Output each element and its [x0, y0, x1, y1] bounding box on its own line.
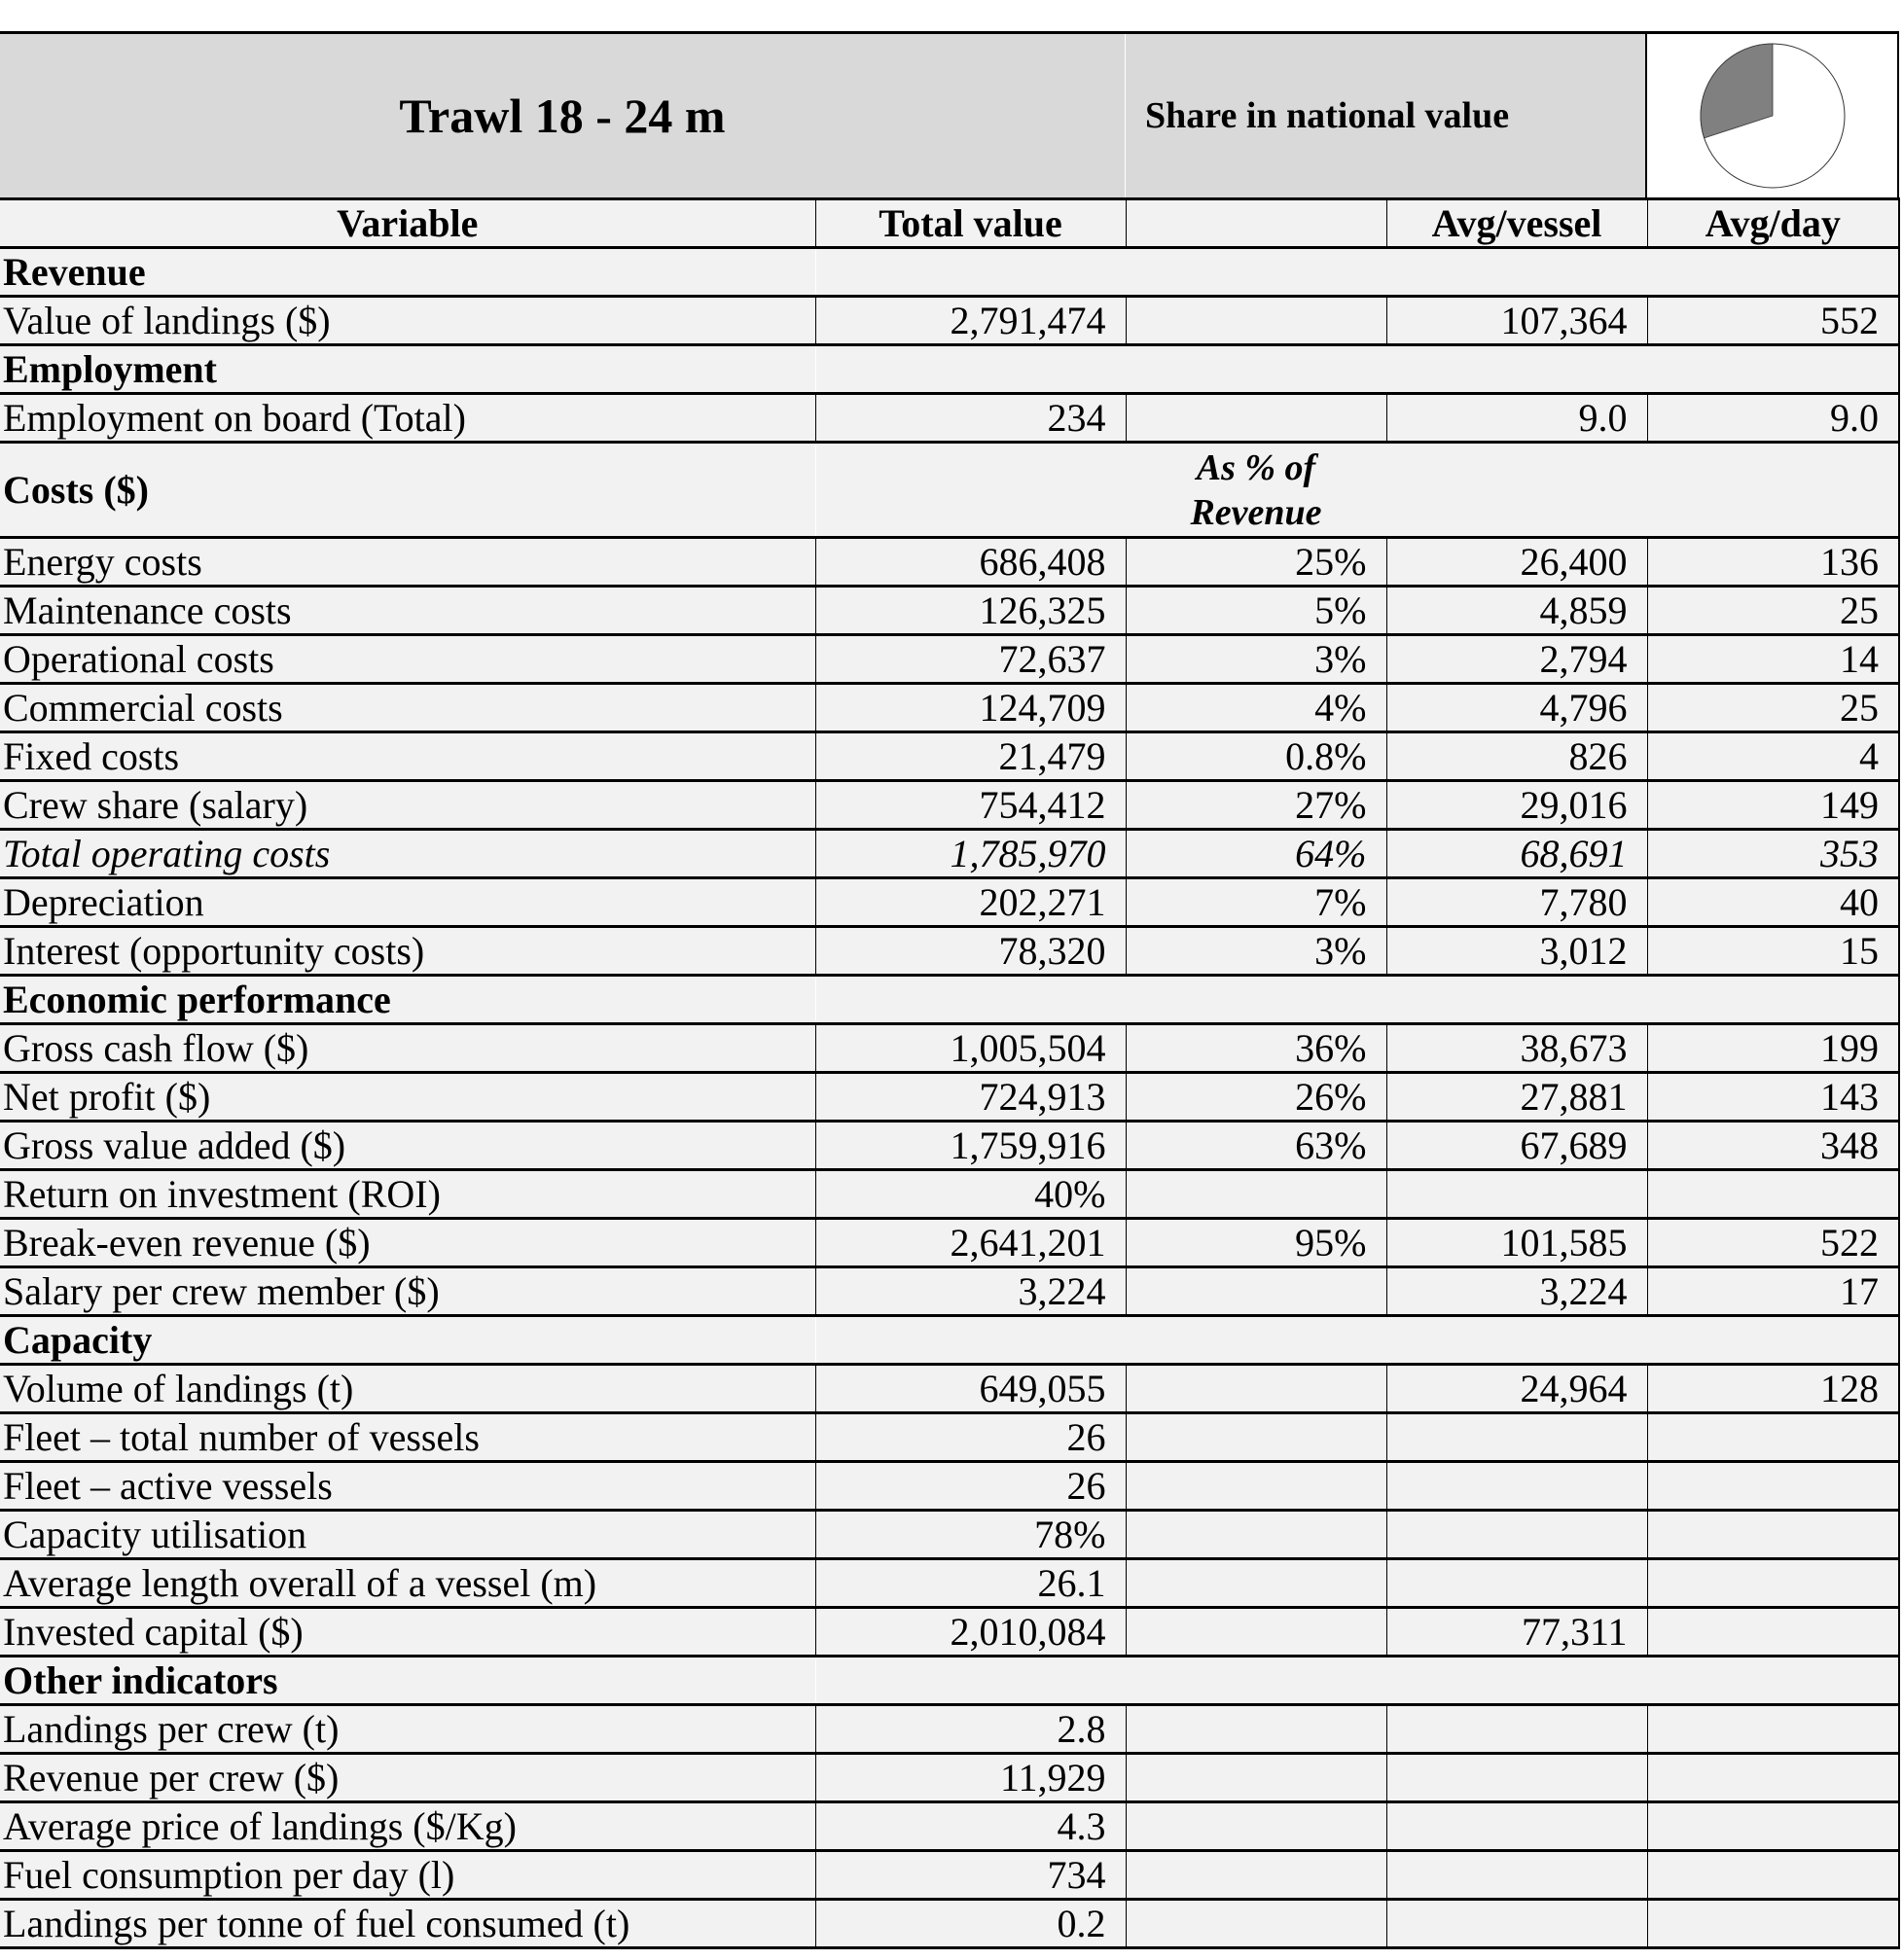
- avg-vessel-cell: 4,859: [1386, 587, 1647, 635]
- table-row-fleet-total: [0, 1413, 1899, 1462]
- avg-day-cell: [1647, 1900, 1899, 1948]
- avg-vessel-cell: [1386, 1462, 1647, 1511]
- economic-indicators-table: [0, 197, 1900, 1949]
- avg-vessel-cell: 29,016: [1386, 781, 1647, 830]
- pct-revenue-cell: [1126, 1365, 1386, 1413]
- pct-revenue-cell: 4%: [1126, 684, 1386, 732]
- pct-revenue-cell: [1126, 1851, 1386, 1900]
- row-label: Employment on board (Total): [0, 394, 815, 443]
- fleet-segment-sheet: [0, 31, 1899, 1949]
- share-label: Share in national value: [1126, 34, 1647, 197]
- blank-cell: [815, 345, 1899, 394]
- section-row-other: [0, 1657, 1899, 1705]
- row-label: Gross cash flow ($): [0, 1024, 815, 1073]
- column-header-blank: [1126, 199, 1386, 248]
- column-header-avg-day: Avg/day: [1647, 199, 1899, 248]
- row-label: Maintenance costs: [0, 587, 815, 635]
- avg-day-cell: [1647, 1511, 1899, 1559]
- row-label: Crew share (salary): [0, 781, 815, 830]
- pct-revenue-cell: 7%: [1126, 878, 1386, 927]
- row-label: Volume of landings (t): [0, 1365, 815, 1413]
- row-label: Total operating costs: [0, 830, 815, 878]
- blank-cell: [815, 248, 1899, 297]
- column-header-total-value: Total value: [815, 199, 1126, 248]
- table-row-fuel-per-day: [0, 1851, 1899, 1900]
- avg-day-cell: 136: [1647, 538, 1899, 587]
- avg-day-cell: [1647, 1705, 1899, 1754]
- avg-day-cell: [1647, 1462, 1899, 1511]
- total-value-cell: 21,479: [815, 732, 1126, 781]
- table-row-operational: [0, 635, 1899, 684]
- avg-vessel-cell: [1386, 1802, 1647, 1851]
- table-row-value-landings: [0, 297, 1899, 345]
- pct-revenue-cell: 27%: [1126, 781, 1386, 830]
- avg-day-cell: 143: [1647, 1073, 1899, 1122]
- pct-revenue-cell: 63%: [1126, 1122, 1386, 1170]
- avg-day-cell: 128: [1647, 1365, 1899, 1413]
- table-header-row: [0, 199, 1899, 248]
- avg-day-cell: [1647, 1802, 1899, 1851]
- avg-day-cell: 40: [1647, 878, 1899, 927]
- row-label: Average price of landings ($/Kg): [0, 1802, 815, 1851]
- row-label: Fuel consumption per day (l): [0, 1851, 815, 1900]
- section-title: Revenue: [0, 248, 815, 297]
- row-label: Return on investment (ROI): [0, 1170, 815, 1219]
- total-value-cell: 0.2: [815, 1900, 1126, 1948]
- total-value-cell: 11,929: [815, 1754, 1126, 1802]
- table-row-gva: [0, 1122, 1899, 1170]
- pct-revenue-cell: [1126, 1170, 1386, 1219]
- avg-vessel-cell: 9.0: [1386, 394, 1647, 443]
- section-title: Employment: [0, 345, 815, 394]
- total-value-cell: 724,913: [815, 1073, 1126, 1122]
- row-label: Average length overall of a vessel (m): [0, 1559, 815, 1608]
- blank-cell: [815, 976, 1899, 1024]
- table-row-break-even: [0, 1219, 1899, 1267]
- total-value-cell: 2,641,201: [815, 1219, 1126, 1267]
- table-row-interest: [0, 927, 1899, 976]
- table-row-net-profit: [0, 1073, 1899, 1122]
- row-label: Fixed costs: [0, 732, 815, 781]
- section-row-costs: [0, 443, 1899, 538]
- pct-revenue-cell: 95%: [1126, 1219, 1386, 1267]
- table-row-fixed: [0, 732, 1899, 781]
- section-row-employment: [0, 345, 1899, 394]
- pct-revenue-cell: [1126, 1608, 1386, 1657]
- total-value-cell: 78,320: [815, 927, 1126, 976]
- as-pct-line2: Revenue: [1190, 491, 1322, 533]
- pct-revenue-cell: [1126, 1705, 1386, 1754]
- pct-revenue-cell: 3%: [1126, 927, 1386, 976]
- avg-day-cell: 15: [1647, 927, 1899, 976]
- table-row-total-operating: [0, 830, 1899, 878]
- total-value-cell: 124,709: [815, 684, 1126, 732]
- row-label: Value of landings ($): [0, 297, 815, 345]
- avg-vessel-cell: 67,689: [1386, 1122, 1647, 1170]
- pct-revenue-cell: [1126, 1462, 1386, 1511]
- row-label: Interest (opportunity costs): [0, 927, 815, 976]
- section-row-capacity: [0, 1316, 1899, 1365]
- table-row-crew-share: [0, 781, 1899, 830]
- avg-day-cell: [1647, 1170, 1899, 1219]
- row-label: Commercial costs: [0, 684, 815, 732]
- avg-vessel-cell: [1386, 1851, 1647, 1900]
- table-row-employment-total: [0, 394, 1899, 443]
- share-pie-chart: [1647, 34, 1899, 197]
- avg-vessel-cell: 7,780: [1386, 878, 1647, 927]
- avg-vessel-cell: 27,881: [1386, 1073, 1647, 1122]
- table-row-salary-per-crew: [0, 1267, 1899, 1316]
- total-value-cell: 26.1: [815, 1559, 1126, 1608]
- row-label: Landings per tonne of fuel consumed (t): [0, 1900, 815, 1948]
- avg-vessel-cell: 24,964: [1386, 1365, 1647, 1413]
- pct-revenue-cell: 64%: [1126, 830, 1386, 878]
- total-value-cell: 1,005,504: [815, 1024, 1126, 1073]
- avg-vessel-cell: 101,585: [1386, 1219, 1647, 1267]
- row-label: Invested capital ($): [0, 1608, 815, 1657]
- total-value-cell: 234: [815, 394, 1126, 443]
- avg-day-cell: [1647, 1608, 1899, 1657]
- total-value-cell: 78%: [815, 1511, 1126, 1559]
- blank-cell: [815, 443, 1126, 538]
- table-row-commercial: [0, 684, 1899, 732]
- row-label: Break-even revenue ($): [0, 1219, 815, 1267]
- row-label: Depreciation: [0, 878, 815, 927]
- avg-vessel-cell: 2,794: [1386, 635, 1647, 684]
- avg-day-cell: 199: [1647, 1024, 1899, 1073]
- as-pct-revenue-header: [1126, 443, 1386, 538]
- as-pct-line1: As % of: [1196, 446, 1316, 488]
- avg-day-cell: [1647, 1413, 1899, 1462]
- avg-day-cell: 14: [1647, 635, 1899, 684]
- pct-revenue-cell: [1126, 1802, 1386, 1851]
- total-value-cell: 754,412: [815, 781, 1126, 830]
- table-row-avg-length: [0, 1559, 1899, 1608]
- blank-cell: [815, 1657, 1899, 1705]
- avg-day-cell: [1647, 1754, 1899, 1802]
- table-row-fleet-active: [0, 1462, 1899, 1511]
- total-value-cell: 26: [815, 1413, 1126, 1462]
- column-header-variable: Variable: [0, 199, 815, 248]
- avg-vessel-cell: 38,673: [1386, 1024, 1647, 1073]
- pct-revenue-cell: [1126, 297, 1386, 345]
- section-title: Other indicators: [0, 1657, 815, 1705]
- table-row-roi: [0, 1170, 1899, 1219]
- avg-vessel-cell: [1386, 1511, 1647, 1559]
- pct-revenue-cell: 3%: [1126, 635, 1386, 684]
- table-row-maintenance: [0, 587, 1899, 635]
- avg-day-cell: 149: [1647, 781, 1899, 830]
- avg-vessel-cell: 26,400: [1386, 538, 1647, 587]
- avg-vessel-cell: [1386, 1754, 1647, 1802]
- table-row-energy: [0, 538, 1899, 587]
- avg-day-cell: 25: [1647, 587, 1899, 635]
- pct-revenue-cell: [1126, 1900, 1386, 1948]
- section-row-revenue: [0, 248, 1899, 297]
- avg-vessel-cell: [1386, 1413, 1647, 1462]
- row-label: Fleet – active vessels: [0, 1462, 815, 1511]
- avg-day-cell: 353: [1647, 830, 1899, 878]
- avg-vessel-cell: 826: [1386, 732, 1647, 781]
- table-row-invested-capital: [0, 1608, 1899, 1657]
- table-row-landings-per-crew: [0, 1705, 1899, 1754]
- pct-revenue-cell: 26%: [1126, 1073, 1386, 1122]
- total-value-cell: 4.3: [815, 1802, 1126, 1851]
- row-label: Capacity utilisation: [0, 1511, 815, 1559]
- avg-vessel-cell: [1386, 1900, 1647, 1948]
- avg-day-cell: [1647, 1851, 1899, 1900]
- table-row-depreciation: [0, 878, 1899, 927]
- section-title: Capacity: [0, 1316, 815, 1365]
- row-label: Fleet – total number of vessels: [0, 1413, 815, 1462]
- row-label: Operational costs: [0, 635, 815, 684]
- avg-vessel-cell: 77,311: [1386, 1608, 1647, 1657]
- pct-revenue-cell: 36%: [1126, 1024, 1386, 1073]
- table-row-avg-price: [0, 1802, 1899, 1851]
- avg-vessel-cell: 3,224: [1386, 1267, 1647, 1316]
- avg-vessel-cell: 3,012: [1386, 927, 1647, 976]
- avg-day-cell: 522: [1647, 1219, 1899, 1267]
- table-row-volume-landings: [0, 1365, 1899, 1413]
- avg-day-cell: 4: [1647, 732, 1899, 781]
- pct-revenue-cell: [1126, 1413, 1386, 1462]
- total-value-cell: 72,637: [815, 635, 1126, 684]
- avg-vessel-cell: [1386, 1705, 1647, 1754]
- avg-vessel-cell: [1386, 1559, 1647, 1608]
- total-value-cell: 2,791,474: [815, 297, 1126, 345]
- avg-day-cell: 17: [1647, 1267, 1899, 1316]
- total-value-cell: 126,325: [815, 587, 1126, 635]
- total-value-cell: 202,271: [815, 878, 1126, 927]
- title-bar: [0, 31, 1899, 197]
- total-value-cell: 1,759,916: [815, 1122, 1126, 1170]
- pct-revenue-cell: [1126, 1511, 1386, 1559]
- pct-revenue-cell: [1126, 1754, 1386, 1802]
- table-row-gross-cash-flow: [0, 1024, 1899, 1073]
- total-value-cell: 40%: [815, 1170, 1126, 1219]
- table-row-revenue-per-crew: [0, 1754, 1899, 1802]
- total-value-cell: 686,408: [815, 538, 1126, 587]
- avg-vessel-cell: 4,796: [1386, 684, 1647, 732]
- section-title: Economic performance: [0, 976, 815, 1024]
- blank-cell: [1386, 443, 1899, 538]
- table-row-capacity-util: [0, 1511, 1899, 1559]
- avg-day-cell: [1647, 1559, 1899, 1608]
- total-value-cell: 734: [815, 1851, 1126, 1900]
- pct-revenue-cell: 0.8%: [1126, 732, 1386, 781]
- table-row-landings-per-fuel: [0, 1900, 1899, 1948]
- avg-day-cell: 552: [1647, 297, 1899, 345]
- section-row-economic: [0, 976, 1899, 1024]
- blank-cell: [815, 1316, 1899, 1365]
- row-label: Energy costs: [0, 538, 815, 587]
- total-value-cell: 26: [815, 1462, 1126, 1511]
- total-value-cell: 649,055: [815, 1365, 1126, 1413]
- section-title: Costs ($): [0, 443, 815, 538]
- pie-chart-icon: [1699, 42, 1847, 190]
- row-label: Gross value added ($): [0, 1122, 815, 1170]
- pct-revenue-cell: [1126, 1559, 1386, 1608]
- pct-revenue-cell: [1126, 394, 1386, 443]
- total-value-cell: 1,785,970: [815, 830, 1126, 878]
- avg-vessel-cell: 107,364: [1386, 297, 1647, 345]
- total-value-cell: 2,010,084: [815, 1608, 1126, 1657]
- avg-day-cell: 25: [1647, 684, 1899, 732]
- avg-day-cell: 348: [1647, 1122, 1899, 1170]
- pct-revenue-cell: 5%: [1126, 587, 1386, 635]
- avg-vessel-cell: 68,691: [1386, 830, 1647, 878]
- row-label: Revenue per crew ($): [0, 1754, 815, 1802]
- row-label: Landings per crew (t): [0, 1705, 815, 1754]
- avg-day-cell: 9.0: [1647, 394, 1899, 443]
- segment-title: Trawl 18 - 24 m: [0, 34, 1126, 197]
- column-header-avg-vessel: Avg/vessel: [1386, 199, 1647, 248]
- total-value-cell: 2.8: [815, 1705, 1126, 1754]
- pct-revenue-cell: 25%: [1126, 538, 1386, 587]
- row-label: Net profit ($): [0, 1073, 815, 1122]
- avg-vessel-cell: [1386, 1170, 1647, 1219]
- row-label: Salary per crew member ($): [0, 1267, 815, 1316]
- pct-revenue-cell: [1126, 1267, 1386, 1316]
- total-value-cell: 3,224: [815, 1267, 1126, 1316]
